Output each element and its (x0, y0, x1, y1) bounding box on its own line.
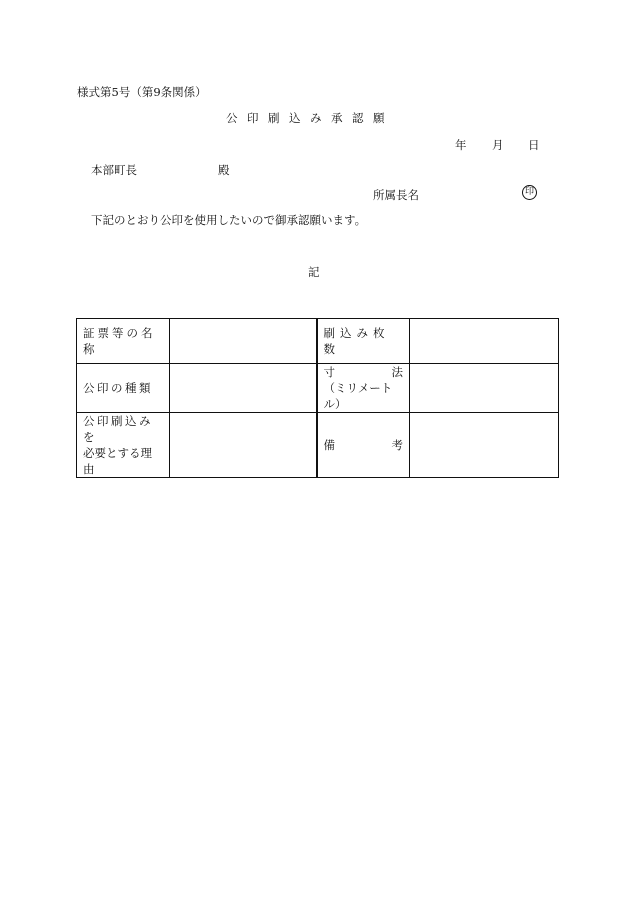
dimensions-label: 寸 法 （ミリメートル） (317, 364, 410, 413)
certificate-name-label: 証票等の名称 (77, 319, 170, 364)
document-title: 公印刷込み承認願 (226, 111, 394, 125)
request-text: 下記のとおり公印を使用したいので御承認願います。 (91, 213, 367, 227)
table-row (77, 364, 559, 413)
date-year-label: 年 (455, 138, 467, 152)
date-month-label: 月 (492, 138, 504, 152)
form-number: 様式第5号（第9条関係） (77, 85, 207, 99)
reason-field[interactable] (170, 413, 317, 478)
certificate-name-field[interactable] (170, 319, 317, 364)
addressee-name: 本部町長 (91, 163, 137, 177)
dimensions-field[interactable] (410, 364, 559, 413)
addressee-honorific: 殿 (218, 163, 230, 177)
application-form-table (76, 318, 559, 478)
table-row (77, 319, 559, 364)
reason-label: 公印刷込みを 必要とする理由 (77, 413, 170, 478)
seal-icon: 印 (522, 185, 537, 200)
print-count-field[interactable] (410, 319, 559, 364)
seal-type-label: 公印の種類 (77, 364, 170, 413)
remarks-field[interactable] (410, 413, 559, 478)
print-count-label: 刷込み枚数 (317, 319, 410, 364)
seal-type-field[interactable] (170, 364, 317, 413)
ki-label: 記 (308, 265, 320, 279)
date-day-label: 日 (528, 138, 540, 152)
remarks-label: 備 考 (317, 413, 410, 478)
table-row (77, 413, 559, 478)
department-head-label: 所属長名 (373, 188, 419, 202)
